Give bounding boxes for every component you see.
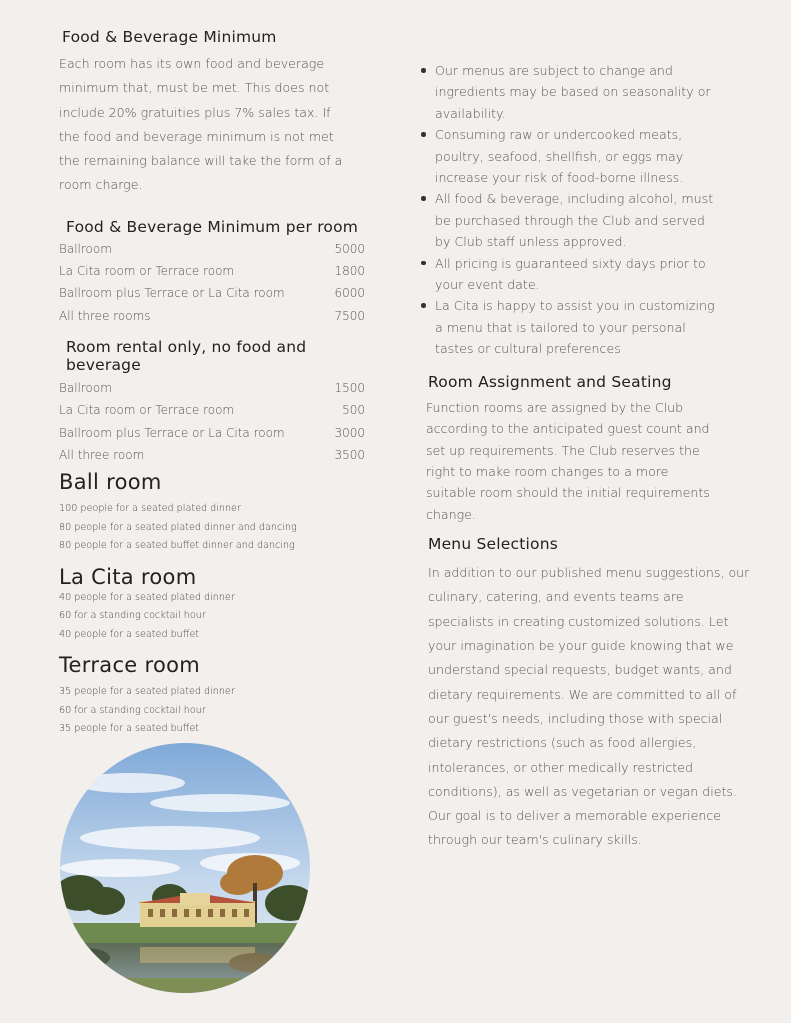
- menu-selections-title: Menu Selections: [428, 535, 558, 554]
- fb-minimum-text: Each room has its own food and beverage minimum that, must be met. This does not include 20% gratuities plus 7% sales tax. If the food and beverage minimum is not met the remaining balance will take the form of a room charge.: [59, 56, 343, 193]
- list-item: Consuming raw or undercooked meats, poultry, seafood, shellfish, or eggs may increase your risk of food-borne illness.: [420, 124, 720, 188]
- clubhouse-photo: [60, 743, 310, 993]
- room-title: Ball room: [59, 470, 162, 495]
- table-row: All three room 3500: [59, 447, 365, 462]
- room-assignment-text: Function rooms are assigned by the Club according to the anticipated guest count and set up requirements. The Club reserves the right to make room changes to a more suitable room should the initial requirements change.: [426, 399, 710, 522]
- fb-minimum-title: Food & Beverage Minimum: [62, 28, 277, 46]
- rental-only-title: Room rental only, no food and beverage: [66, 337, 307, 374]
- rental-only-table: [59, 377, 365, 466]
- room-capacity-terrace: Terrace room 35 people for a seated plated dinner 60 for a standing cocktail hour 35 people for a seated buffet: [59, 653, 379, 739]
- table-row: Ballroom 1500: [59, 380, 365, 395]
- table-row: La Cita room or Terrace room 500: [59, 403, 365, 418]
- table-row: All three rooms 7500: [59, 308, 365, 323]
- room-assignment-title: Room Assignment and Seating: [428, 372, 672, 391]
- right-column: [420, 60, 750, 853]
- clubhouse-illustration: [60, 743, 310, 993]
- fb-per-room-table: [59, 238, 365, 327]
- list-item: La Cita is happy to assist you in customizing a menu that is tailored to your personal tastes or cultural preferences: [420, 295, 720, 359]
- table-row: Ballroom plus Terrace or La Cita room 3000: [59, 425, 365, 440]
- room-capacity-ballroom: Ball room 100 people for a seated plated dinner 80 people for a seated plated dinner and dancing 80 people for a seated buffet dinner and dancing: [59, 470, 379, 556]
- list-item: All pricing is guaranteed sixty days prior to your event date.: [420, 253, 720, 296]
- policy-list: [420, 60, 720, 360]
- table-row: Ballroom 5000: [59, 241, 365, 256]
- list-item: Our menus are subject to change and ingredients may be based on seasonality or availability.: [420, 60, 720, 124]
- room-title: Terrace room: [59, 653, 201, 678]
- fb-per-room-title: Food & Beverage Minimum per room: [66, 217, 359, 236]
- room-capacity-la-cita: La Cita room 40 people for a seated plated dinner 60 for a standing cocktail hour 40 people for a seated buffet: [59, 565, 379, 645]
- list-item: All food & beverage, including alcohol, must be purchased through the Club and served by Club staff unless approved.: [420, 188, 720, 252]
- left-column: [59, 28, 379, 739]
- room-title: La Cita room: [59, 564, 197, 589]
- table-row: Ballroom plus Terrace or La Cita room 6000: [59, 286, 365, 301]
- table-row: La Cita room or Terrace room 1800: [59, 264, 365, 279]
- menu-selections-text: In addition to our published menu suggestions, our culinary, catering, and events teams are specialists in creating customized solutions. Let your imagination be your guide knowing that we understand special requests, budget wants, and dietary requirements. We are committed to all of our guest's needs, including those with special dietary restrictions (such as food allergies, intolerances, or other medically restricted conditions), as well as vegetarian or vegan diets. Our goal is to deliver a memorable experience through our team's culinary skills.: [428, 565, 750, 848]
